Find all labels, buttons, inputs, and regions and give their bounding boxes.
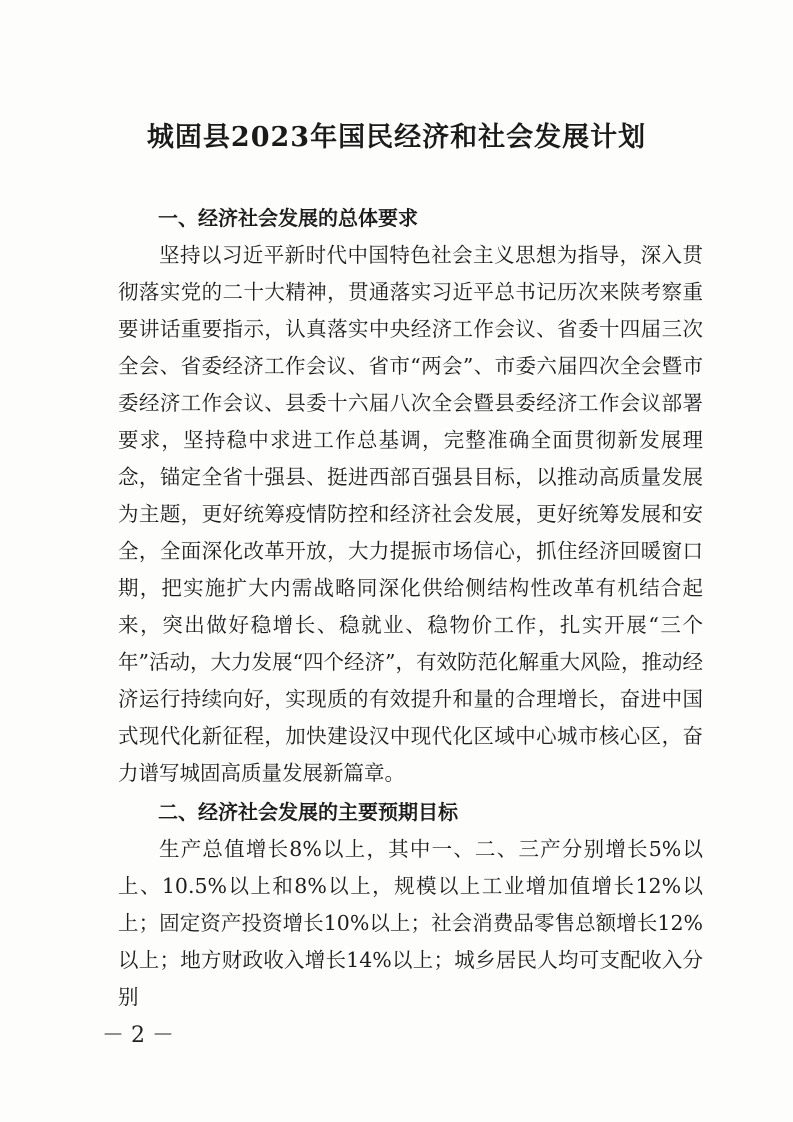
section-paragraph-2: 生产总值增长8%以上，其中一、二、三产分别增长5%以上、10.5%以上和8%以上，规模以上工业增加值增长12%以上；固定资产投资增长10%以上；社会消费品零售总额增长12%以上；地方财政收入增长14%以上；城乡居民人均可支配收入分别	[118, 837, 703, 1009]
section-paragraph-1: 坚持以习近平新时代中国特色社会主义思想为指导，深入贯彻落实党的二十大精神，贯通落实习近平总书记历次来陕考察重要讲话重要指示，认真落实中央经济工作会议、省委十四届三次全会、省委经济工作会议、省市“两会”、市委六届四次全会暨市委经济工作会议、县委十六届八次全会暨县委经济工作会议部署要求，坚持稳中求进工作总基调，完整准确全面贯彻新发展理念，锚定全省十强县、挺进西部百强县目标，以推动高质量发展为主题，更好统筹疫情防控和经济社会发展，更好统筹发展和安全，全面深化改革开放，大力提振市场信心，抓住经济回暖窗口期，把实施扩大内需战略同深化供给侧结构性改革有机结合起来，突出做好稳增长、稳就业、稳物价工作，扎实开展“三个年”活动，大力发展“四个经济”，有效防范化解重大风险，推动经济运行持续向好，实现质的有效提升和量的合理增长，奋进中国式现代化新征程，加快建设汉中现代化区域中心城市核心区，奋力谱写城固高质量发展新篇章。	[118, 243, 703, 785]
section-heading-1: 一、经济社会发展的总体要求	[158, 206, 418, 230]
section-heading-2: 二、经济社会发展的主要预期目标	[158, 800, 458, 824]
document-body	[118, 200, 703, 1016]
page-number: － 2 －	[102, 1023, 174, 1048]
document-title: 城固县2023年国民经济和社会发展计划	[146, 122, 647, 153]
